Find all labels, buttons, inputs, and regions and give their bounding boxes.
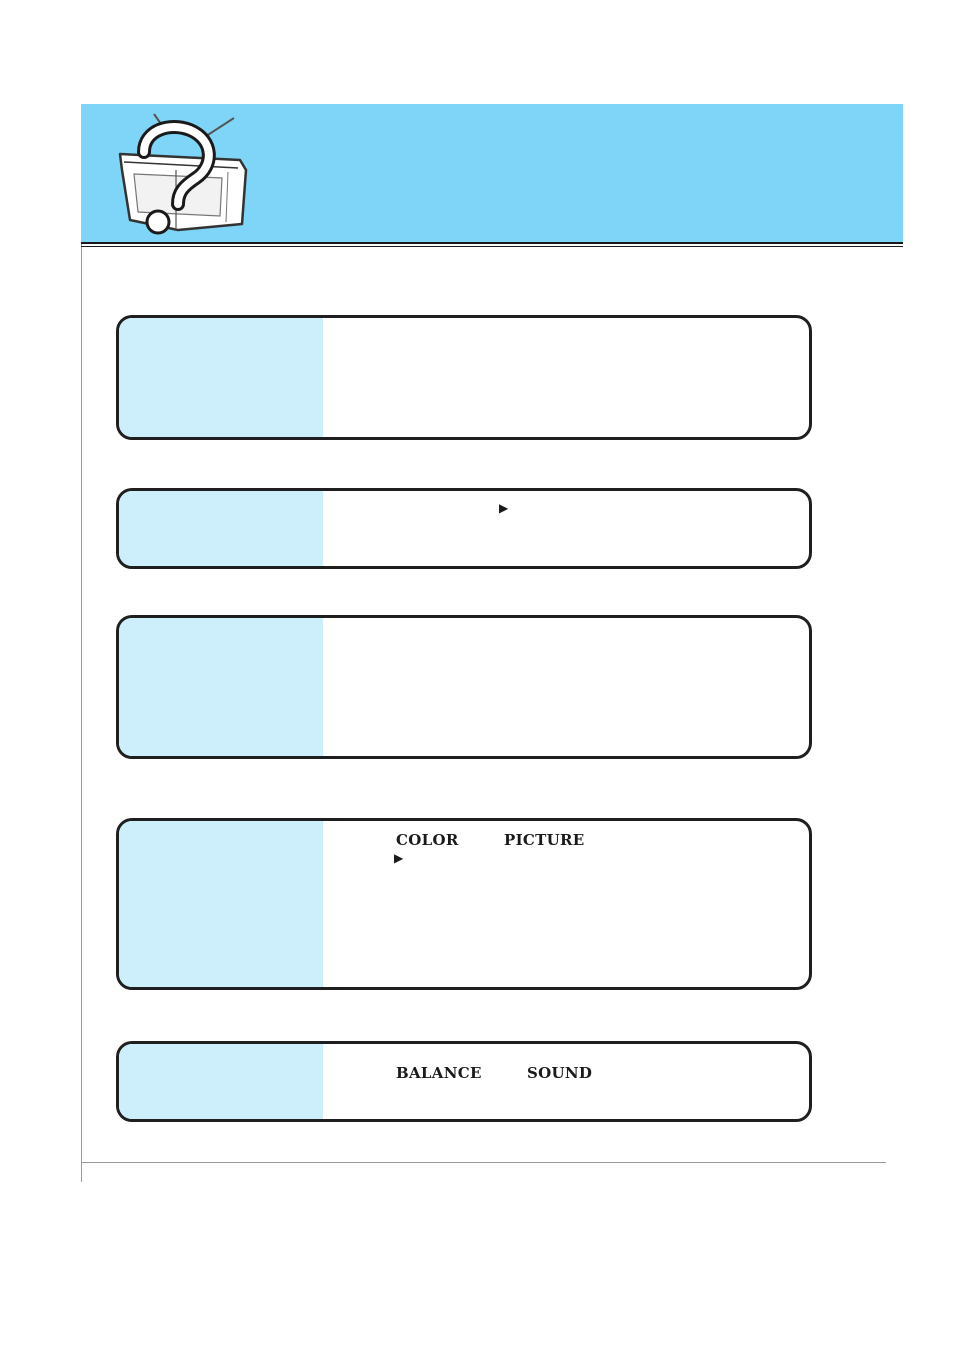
solution-cell [323, 491, 809, 566]
arrow-right-icon: ▶ [499, 501, 509, 515]
header-rule [81, 242, 903, 244]
left-margin-rule [81, 104, 82, 1182]
troubleshooting-row-2 [116, 488, 812, 569]
symptom-cell [119, 318, 323, 437]
symptom-cell [119, 821, 323, 987]
header-rule-thin [81, 246, 903, 247]
solution-cell [323, 1044, 809, 1119]
troubleshooting-row-1 [116, 315, 812, 440]
solution-cell [323, 318, 809, 437]
troubleshooting-row-5 [116, 1041, 812, 1122]
solution-cell [323, 821, 809, 987]
solution-cell [323, 618, 809, 756]
tv-question-icon [110, 112, 255, 242]
footer-rule [81, 1162, 886, 1163]
troubleshooting-row-3 [116, 615, 812, 759]
symptom-cell [119, 618, 323, 756]
keyword-balance: BALANCE [396, 1064, 482, 1082]
symptom-cell [119, 1044, 323, 1119]
keyword-color: COLOR [396, 831, 459, 849]
keyword-sound: SOUND [527, 1064, 593, 1082]
arrow-right-icon: ▶ [394, 851, 404, 865]
troubleshooting-row-4 [116, 818, 812, 990]
keyword-picture: PICTURE [504, 831, 585, 849]
symptom-cell [119, 491, 323, 566]
